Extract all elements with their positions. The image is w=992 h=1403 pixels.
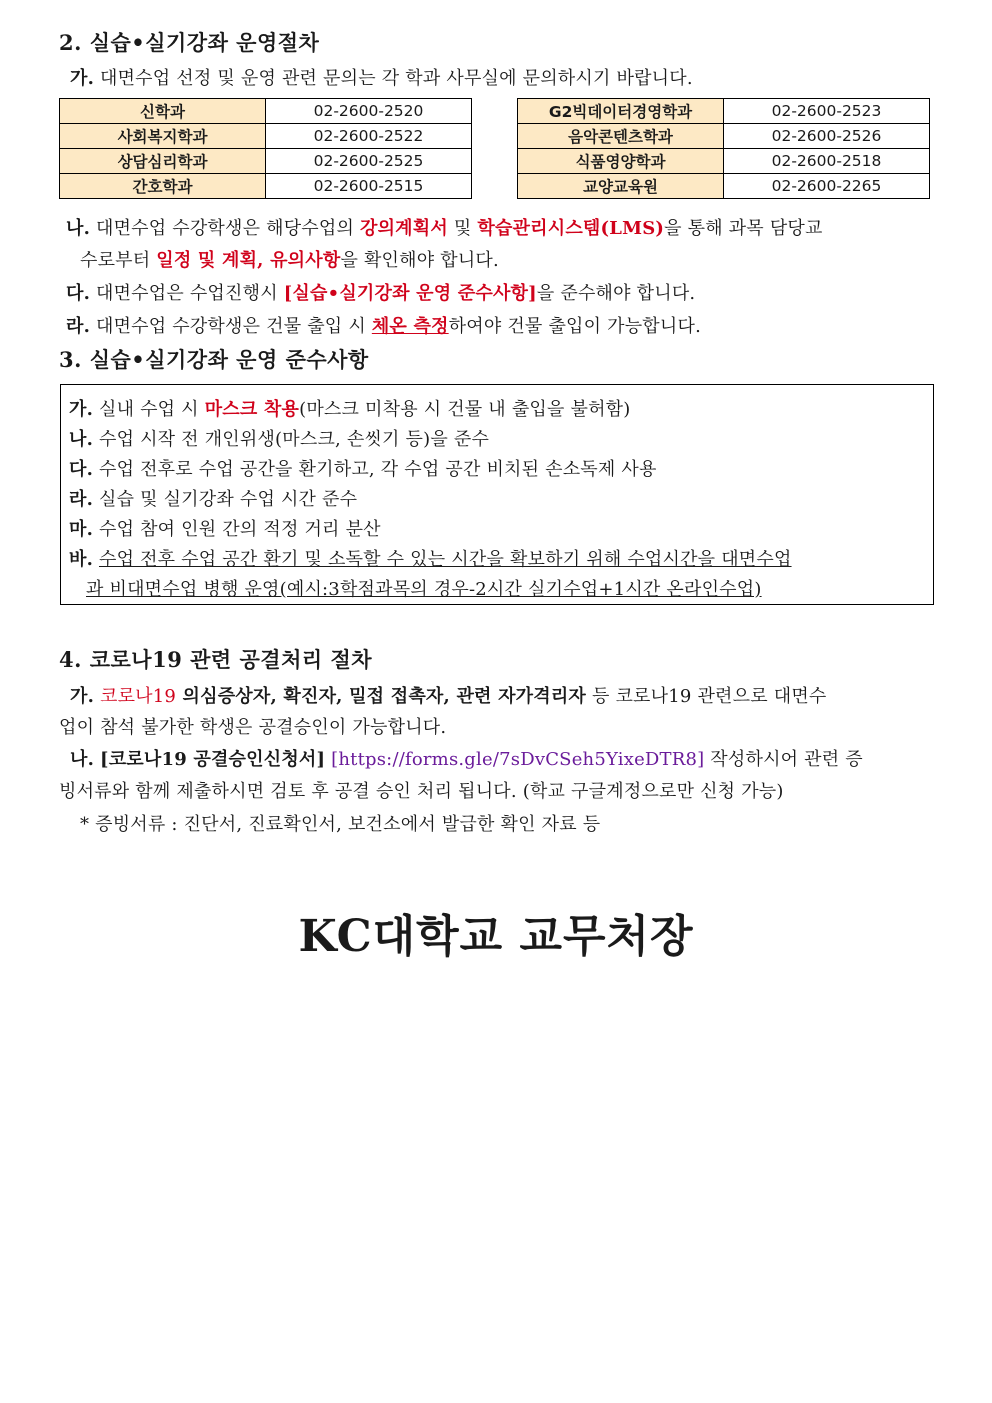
dept-cell: 간호학과: [60, 174, 266, 199]
item-text: 을 통해 과목 담당교: [664, 218, 823, 239]
item-text: 을 준수해야 합니다.: [536, 283, 696, 304]
sec4-item-na-line1: [70, 745, 863, 771]
item-mark: 가.: [70, 68, 95, 89]
sec4-item-ga-line1: [70, 682, 827, 708]
item-mark: 라.: [69, 489, 94, 510]
phone-cell: 02-2600-2518: [724, 149, 930, 174]
highlight-mask: 마스크 착용: [204, 399, 300, 420]
item-mark: 가.: [69, 399, 94, 420]
dept-cell: 식품영양학과: [518, 149, 724, 174]
phone-cell: 02-2600-2525: [266, 149, 472, 174]
item-mark: 나.: [66, 218, 91, 239]
sec2-item-ra: [66, 312, 701, 338]
item-mark: 가.: [70, 686, 95, 707]
sec2-item-da: [66, 279, 695, 305]
item-mark: 바.: [69, 549, 94, 570]
sec3-item-na: [69, 425, 489, 451]
sec3-item-ba-line2: 과 비대면수업 병행 운영(예시:3학점과목의 경우-2시간 실기수업+1시간 온라인수업): [86, 579, 762, 600]
sec3-item-ra: [69, 485, 357, 511]
phone-cell: 02-2600-2526: [724, 124, 930, 149]
sec4-item-ga-line2: 업이 참석 불가한 학생은 공결승인이 가능합니다.: [59, 717, 447, 738]
table-row: [518, 174, 930, 199]
dept-cell: 상담심리학과: [60, 149, 266, 174]
dept-cell: 사회복지학과: [60, 124, 266, 149]
sec3-item-ma: [69, 515, 381, 541]
contact-table-left: [59, 98, 472, 199]
phone-cell: 02-2600-2523: [724, 99, 930, 124]
item-text: 대면수업 수강학생은 건물 출입 시: [95, 316, 372, 337]
item-text: 수업 전후로 수업 공간을 환기하고, 각 수업 공간 비치된 손소독제 사용: [98, 459, 657, 480]
highlight-lms: 학습관리시스템(LMS): [477, 218, 665, 239]
form-name: [코로나19 공결승인신청서]: [99, 749, 326, 770]
item-mark: 다.: [66, 283, 91, 304]
table-row: [60, 124, 472, 149]
item-text: 수업 전후 수업 공간 환기 및 소독할 수 있는 시간을 확보하기 위해 수업시간을 대면수업: [98, 549, 792, 570]
table-row: [518, 124, 930, 149]
section-3-title: 3. 실습•실기강좌 운영 준수사항: [59, 347, 369, 372]
dept-cell: 음악콘텐츠학과: [518, 124, 724, 149]
item-text: 및: [447, 218, 478, 239]
dept-cell: 교양교육원: [518, 174, 724, 199]
item-mark: 마.: [69, 519, 94, 540]
item-mark: 나.: [70, 749, 95, 770]
section-4-title: 4. 코로나19 관련 공결처리 절차: [59, 647, 373, 672]
sec3-item-ga: [69, 395, 631, 421]
contact-table-right: [517, 98, 930, 199]
item-text: 대면수업은 수업진행시: [95, 283, 284, 304]
table-row: [60, 174, 472, 199]
item-text: 수로부터: [80, 250, 157, 271]
item-text: 대면수업 수강학생은 해당수업의: [95, 218, 360, 239]
item-text: (마스크 미착용 시 건물 내 출입을 불허함): [299, 399, 631, 420]
item-text: 작성하시어 관련 증: [704, 749, 863, 770]
highlight-temperature: 체온 측정: [371, 316, 449, 337]
item-text: 실습 및 실기강좌 수업 시간 준수: [98, 489, 358, 510]
highlight-categories: 의심증상자, 확진자, 밀접 접촉자, 관련 자가격리자: [176, 686, 587, 707]
phone-cell: 02-2600-2265: [724, 174, 930, 199]
dept-cell: 신학과: [60, 99, 266, 124]
highlight-syllabus: 강의계획서: [359, 218, 448, 239]
sec2-item-na-line2: [80, 246, 499, 272]
phone-cell: 02-2600-2522: [266, 124, 472, 149]
item-text: 수업 참여 인원 간의 적정 거리 분산: [98, 519, 381, 540]
sec3-item-ba-line1: [69, 545, 926, 571]
sec4-note: * 증빙서류 : 진단서, 진료확인서, 보건소에서 발급한 확인 자료 등: [80, 814, 601, 835]
table-row: [518, 99, 930, 124]
item-text: 등 코로나19 관련으로 대면수: [586, 686, 827, 707]
phone-cell: 02-2600-2515: [266, 174, 472, 199]
item-text: 수업 시작 전 개인위생(마스크, 손씻기 등)을 준수: [98, 429, 490, 450]
sec2-item-na-line1: [66, 214, 934, 240]
sec3-item-da: [69, 455, 657, 481]
table-row: [60, 149, 472, 174]
table-row: [518, 149, 930, 174]
item-text: 하여야 건물 출입이 가능합니다.: [448, 316, 701, 337]
item-text: 대면수업 선정 및 운영 관련 문의는 각 학과 사무실에 문의하시기 바랍니다.: [99, 68, 693, 89]
signature-title: KC대학교 교무처장: [298, 911, 694, 962]
table-row: [60, 99, 472, 124]
item-mark: 나.: [69, 429, 94, 450]
item-mark: 다.: [69, 459, 94, 480]
sec2-item-ga: [70, 64, 693, 90]
item-mark: 라.: [66, 316, 91, 337]
sec4-item-na-line2: 빙서류와 함께 제출하시면 검토 후 공결 승인 처리 됩니다. (학교 구글계정으로만 신청 가능): [59, 781, 784, 802]
highlight-rules: [실습•실기강좌 운영 준수사항]: [283, 283, 537, 304]
dept-cell: G2빅데이터경영학과: [518, 99, 724, 124]
phone-cell: 02-2600-2520: [266, 99, 472, 124]
section-2-title: 2. 실습•실기강좌 운영절차: [59, 30, 320, 55]
item-text: 을 확인해야 합니다.: [340, 250, 499, 271]
form-link[interactable]: [https://forms.gle/7sDvCSeh5YixeDTR8]: [331, 749, 705, 770]
highlight-schedule: 일정 및 계획, 유의사항: [156, 250, 341, 271]
item-text: 실내 수업 시: [98, 399, 205, 420]
highlight-covid: 코로나19: [99, 686, 177, 707]
